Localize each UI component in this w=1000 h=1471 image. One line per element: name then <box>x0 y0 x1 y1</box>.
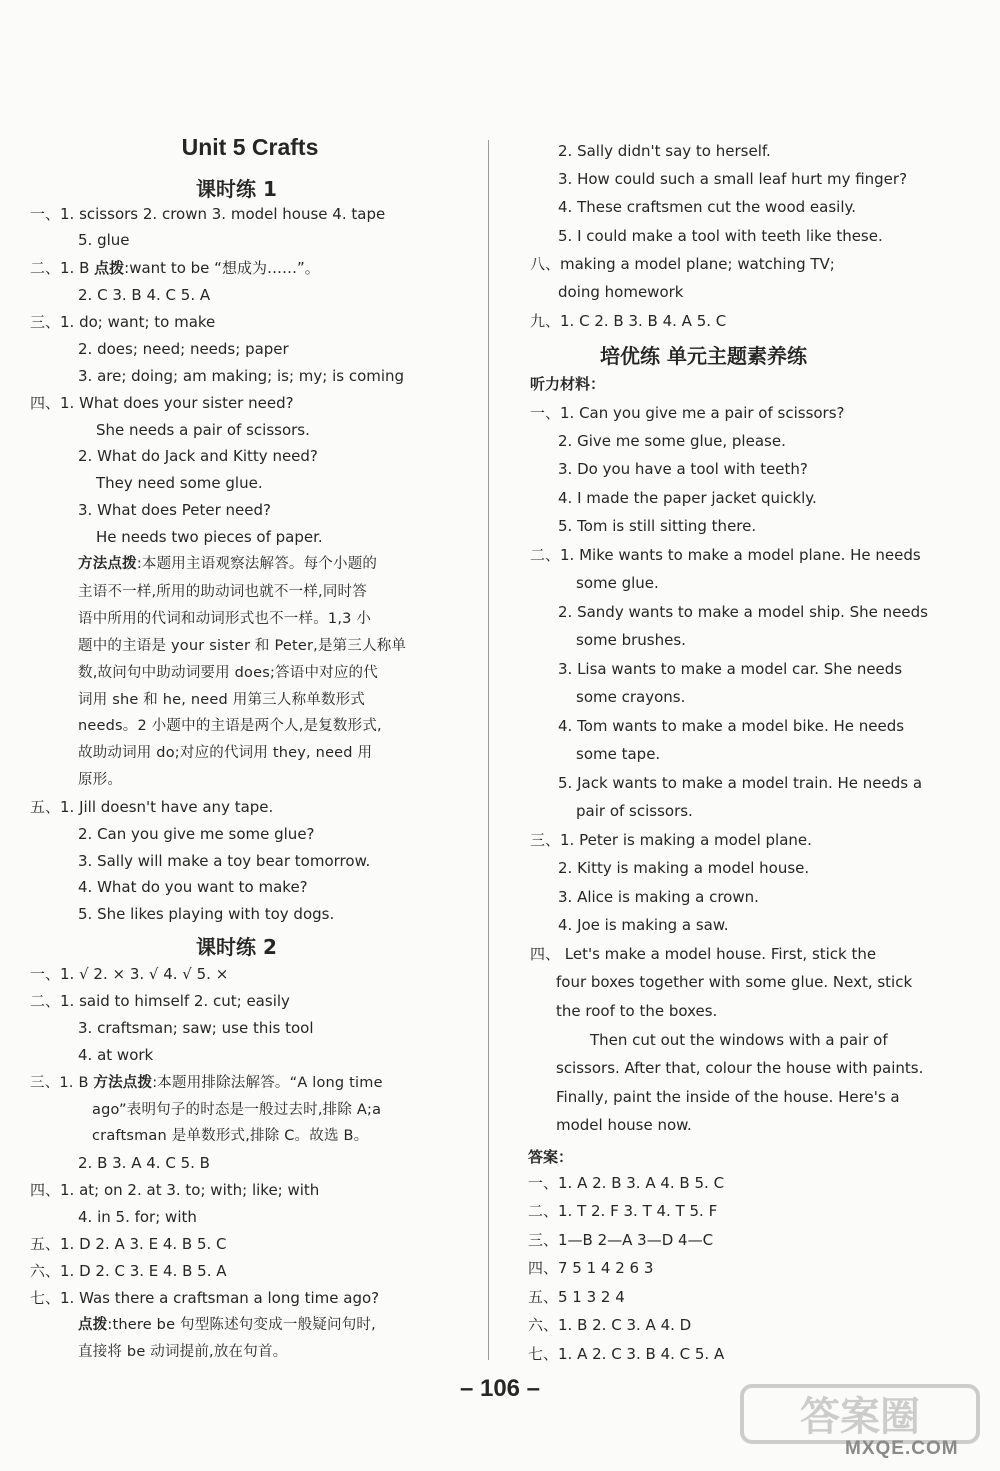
answer-line <box>30 1073 383 1093</box>
listening-line: 4. Tom wants to make a model bike. He needs <box>558 717 905 735</box>
answer-line: 一、1. √ 2. × 3. √ 4. √ 5. × <box>30 965 229 983</box>
note-line: 语中所用的代词和动词形式也不一样。1,3 小 <box>78 611 372 627</box>
extra-practice-title: 培优练 单元主题素养练 <box>600 344 807 368</box>
note-text: :本题用排除法解答。“A long time <box>152 1075 383 1091</box>
answers-label: 答案： <box>528 1148 574 1166</box>
answer-line: doing homework <box>558 283 684 301</box>
note-line: 直接将 be 动词提前,放在句首。 <box>78 1344 288 1360</box>
listening-line: four boxes together with some glue. Next, stick <box>556 973 913 991</box>
answer-line: 2. B 3. A 4. C 5. B <box>78 1154 210 1172</box>
listening-line: 5. Jack wants to make a model train. He needs a <box>558 774 923 792</box>
answer-line: 八、making a model plane; watching TV; <box>530 255 835 273</box>
column-divider <box>488 140 489 1360</box>
listening-line: some tape. <box>576 745 661 763</box>
answer-line: 5. I could make a tool with teeth like these. <box>558 227 883 245</box>
listening-line: model house now. <box>556 1116 692 1134</box>
note-line: ago”表明句子的时态是一般过去时,排除 A;a <box>92 1102 382 1118</box>
listening-line: Then cut out the windows with a pair of <box>590 1031 888 1049</box>
answer-line: 五、1. Jill doesn't have any tape. <box>30 798 274 816</box>
answer-line: 3. How could such a small leaf hurt my finger? <box>558 170 908 188</box>
answer-line <box>30 258 320 278</box>
note-line: needs。2 小题中的主语是两个人,是复数形式, <box>78 718 382 734</box>
unit-title: Unit 5 Crafts <box>181 134 319 160</box>
listening-line: 3. Lisa wants to make a model car. She needs <box>558 660 903 678</box>
page-number: – 106 – <box>459 1375 541 1402</box>
answer-line: 2. Sally didn't say to herself. <box>558 142 771 160</box>
note-text: :本题用主语观察法解答。每个小题的 <box>136 556 378 572</box>
answer-line: 二、1. T 2. F 3. T 4. T 5. F <box>528 1202 718 1220</box>
listening-line: some brushes. <box>576 631 686 649</box>
answer-line: 四、7 5 1 4 2 6 3 <box>528 1259 654 1277</box>
answer-line: 2. does; need; needs; paper <box>78 340 289 358</box>
listening-line: 2. Kitty is making a model house. <box>558 859 810 877</box>
listening-line: pair of scissors. <box>576 802 693 820</box>
answer-line: 六、1. D 2. C 3. E 4. B 5. A <box>30 1262 227 1280</box>
answer-line: He needs two pieces of paper. <box>96 528 323 546</box>
note-line: 故助动词用 do;对应的代词用 they, need 用 <box>78 745 373 761</box>
answer-line: 4. These craftsmen cut the wood easily. <box>558 198 857 216</box>
note-line: 词用 she 和 he, need 用第三人称单数形式 <box>78 692 366 708</box>
watermark-logo-text: 答案圈 <box>800 1394 920 1440</box>
watermark-site: MXQE.COM <box>845 1438 959 1459</box>
answer-line: 二、1. said to himself 2. cut; easily <box>30 992 290 1010</box>
answer-line: 九、1. C 2. B 3. B 4. A 5. C <box>530 312 727 330</box>
listening-line: 3. Do you have a tool with teeth? <box>558 460 808 478</box>
answer-line: 三、1. do; want; to make <box>30 313 216 331</box>
listening-line: scissors. After that, colour the house with paints. <box>556 1059 924 1077</box>
answer-line: 六、1. B 2. C 3. A 4. D <box>528 1316 692 1334</box>
answer-line: 2. What do Jack and Kitty need? <box>78 447 318 465</box>
listening-line: 一、1. Can you give me a pair of scissors? <box>530 404 845 422</box>
answer-line: 五、5 1 3 2 4 <box>528 1288 625 1306</box>
answer-line: 一、1. scissors 2. crown 3. model house 4. tape <box>30 205 386 223</box>
listening-line: 5. Tom is still sitting there. <box>558 517 757 535</box>
answer-line: 4. What do you want to make? <box>78 878 308 896</box>
listening-line: 4. Joe is making a saw. <box>558 916 729 934</box>
answer-prefix: 三、1. B <box>30 1075 94 1091</box>
lesson2-title: 课时练 2 <box>196 935 277 959</box>
note-line: craftsman 是单数形式,排除 C。故选 B。 <box>92 1128 369 1144</box>
hint-label: 点拨 <box>94 259 125 277</box>
answer-line: 3. craftsman; saw; use this tool <box>78 1019 314 1037</box>
answer-line: 4. at work <box>78 1046 154 1064</box>
hint-text: :want to be “想成为……”。 <box>124 259 320 277</box>
listening-line: 2. Give me some glue, please. <box>558 432 786 450</box>
listening-label: 听力材料： <box>530 375 606 393</box>
note-line: 题中的主语是 your sister 和 Peter,是第三人称单 <box>78 638 407 654</box>
answer-line: 七、1. Was there a craftsman a long time ago? <box>30 1289 380 1307</box>
hint-note <box>78 1315 376 1335</box>
note-line: 主语不一样,所用的助动词也就不一样,同时答 <box>78 584 367 600</box>
lesson1-title: 课时练 1 <box>196 177 277 201</box>
listening-line: 4. I made the paper jacket quickly. <box>558 489 817 507</box>
answer-line: 三、1—B 2—A 3—D 4—C <box>528 1231 714 1249</box>
answer-prefix: 二、1. B <box>30 259 95 277</box>
answer-line: They need some glue. <box>96 474 263 492</box>
note-text: :there be 句型陈述句变成一般疑问句时, <box>107 1317 376 1333</box>
answer-line: 3. are; doing; am making; is; my; is coming <box>78 367 405 385</box>
answer-line: She needs a pair of scissors. <box>96 421 310 439</box>
method-note <box>78 554 377 574</box>
answer-line: 5. glue <box>78 231 130 249</box>
listening-line: Finally, paint the inside of the house. Here's a <box>556 1088 900 1106</box>
note-line: 原形。 <box>78 772 123 788</box>
answer-line: 七、1. A 2. C 3. B 4. C 5. A <box>528 1345 725 1363</box>
listening-line: some glue. <box>576 574 659 592</box>
listening-line: the roof to the boxes. <box>556 1002 718 1020</box>
listening-line: some crayons. <box>576 688 686 706</box>
listening-line: 二、1. Mike wants to make a model plane. He needs <box>530 546 921 564</box>
listening-line: 四、 Let's make a model house. First, stick the <box>530 945 877 963</box>
note-line: 数,故问句中助动词要用 does;答语中对应的代 <box>78 665 378 681</box>
answer-line: 4. in 5. for; with <box>78 1208 197 1226</box>
answer-line: 2. Can you give me some glue? <box>78 825 315 843</box>
method-label: 方法点拨 <box>78 556 137 572</box>
answer-line: 3. Sally will make a toy bear tomorrow. <box>78 852 371 870</box>
answer-line: 2. C 3. B 4. C 5. A <box>78 286 211 304</box>
answer-line: 四、1. at; on 2. at 3. to; with; like; with <box>30 1181 320 1199</box>
answer-line: 四、1. What does your sister need? <box>30 394 294 412</box>
listening-line: 三、1. Peter is making a model plane. <box>530 831 812 849</box>
listening-line: 3. Alice is making a crown. <box>558 888 759 906</box>
hint-label: 点拨 <box>78 1317 108 1333</box>
answer-line: 3. What does Peter need? <box>78 501 272 519</box>
method-label: 方法点拨 <box>93 1075 153 1091</box>
answer-line: 一、1. A 2. B 3. A 4. B 5. C <box>528 1174 725 1192</box>
listening-line: 2. Sandy wants to make a model ship. She needs <box>558 603 928 621</box>
answer-line: 五、1. D 2. A 3. E 4. B 5. C <box>30 1235 227 1253</box>
answer-line: 5. She likes playing with toy dogs. <box>78 905 335 923</box>
